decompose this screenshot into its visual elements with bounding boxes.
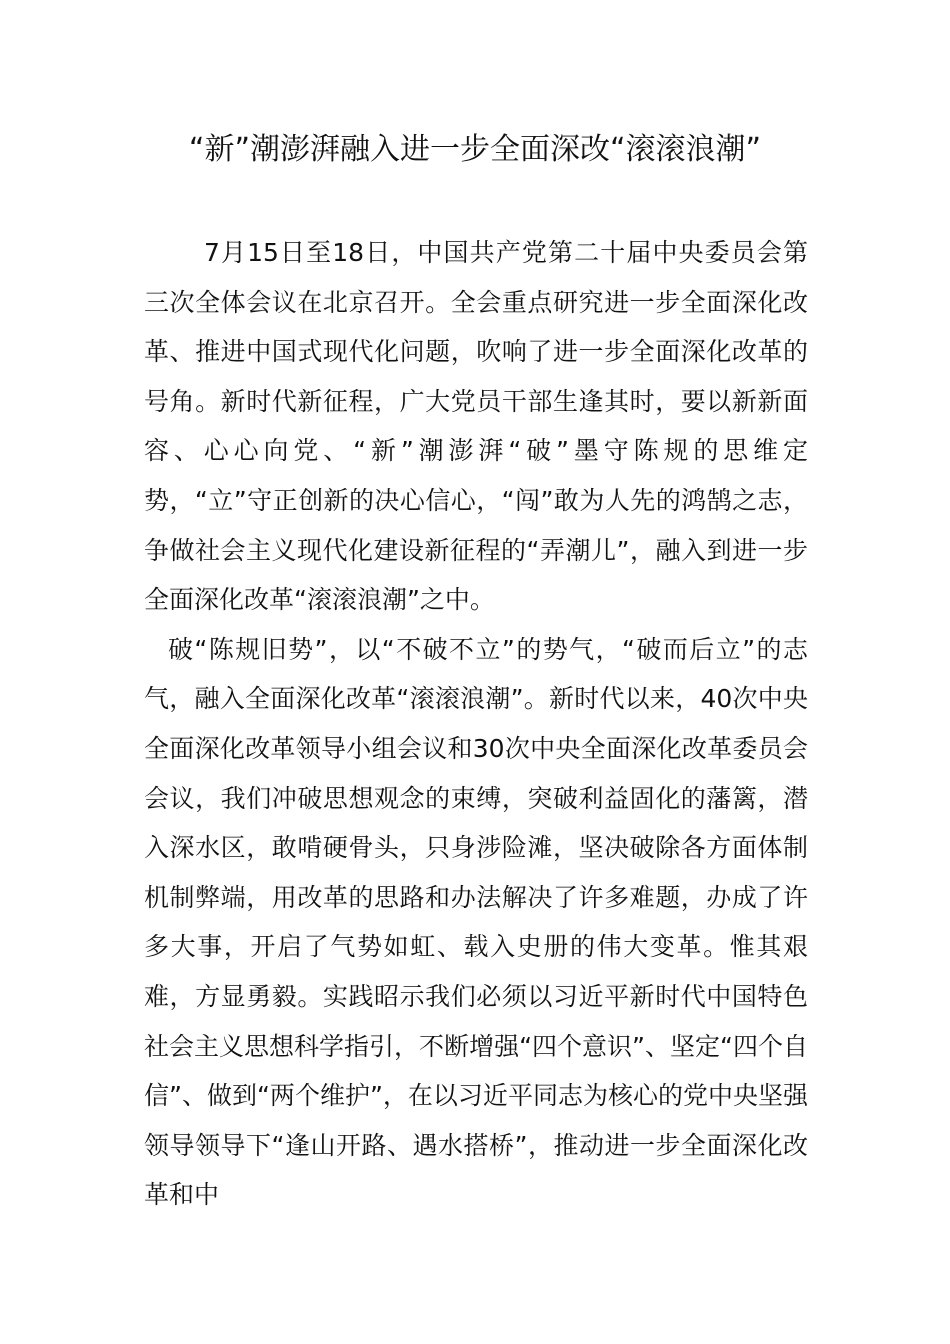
paragraph-2: 破“陈规旧势”，以“不破不立”的势气，“破而后立”的志气，融入全面深化改革“滚滚浪潮”。新时代以来，40次中央全面深化改革领导小组会议和30次中央全面深化改革委员会会议，我们冲破思想观念的束缚，突破利益固化的藩篱，潜入深水区，敢啃硬骨头，只身涉险滩，坚决破除各方面体制机制弊端，用改革的思路和办法解决了许多难题，办成了许多大事，开启了气势如虹、载入史册的伟大变革。惟其艰难，方显勇毅。实践昭示我们必须以习近平新时代中国特色社会主义思想科学指引，不断增强“四个意识”、坚定“四个自信”、做到“两个维护”，在以习近平同志为核心的党中央坚强领导领导下“逢山开路、遇水搭桥”，推动进一步全面深化改革和中 (144, 634, 808, 1210)
document-body (144, 228, 808, 1220)
paragraph-1: 7月15日至18日，中国共产党第二十届中央委员会第三次全体会议在北京召开。全会重点研究进一步全面深化改革、推进中国式现代化问题，吹响了进一步全面深化改革的号角。新时代新征程，广大党员干部生逢其时，要以新新面容、心心向党、“新”潮澎湃“破”墨守陈规的思维定势，“立”守正创新的决心信心，“闯”敢为人先的鸿鹄之志，争做社会主义现代化建设新征程的“弄潮儿”，融入到进一步全面深化改革“滚滚浪潮”之中。 (144, 238, 808, 615)
document-title: “新”潮澎湃融入进一步全面深改“滚滚浪潮” (188, 132, 762, 167)
